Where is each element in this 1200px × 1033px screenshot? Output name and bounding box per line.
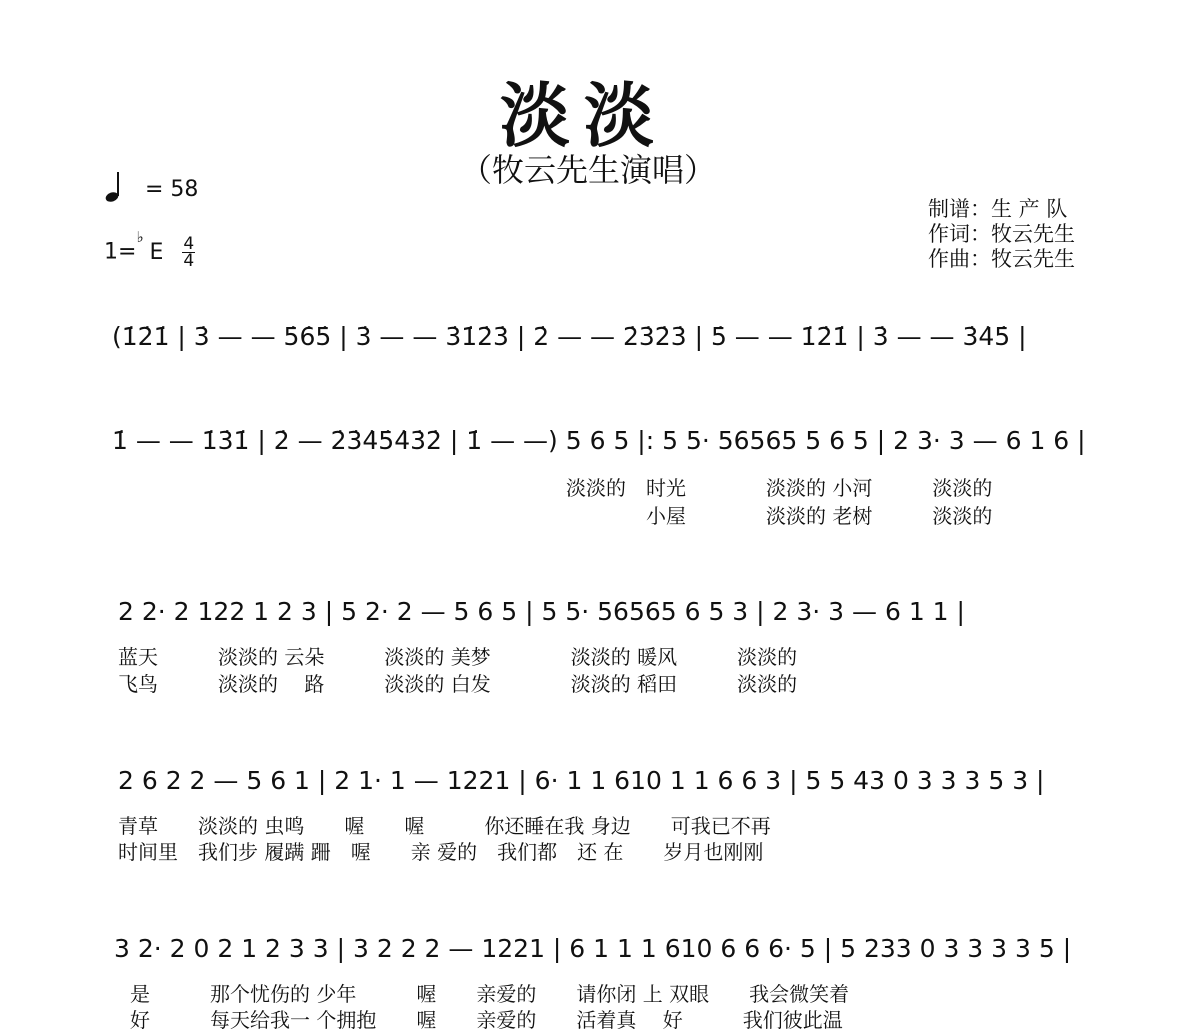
quarter-note-icon bbox=[104, 170, 126, 204]
lyrics-2-verse-1: 淡淡的 时光 淡淡的 小河 淡淡的 bbox=[566, 476, 993, 500]
arranger-credit: 制谱：生 产 队 bbox=[928, 197, 1068, 221]
music-line-2: 1̇ — — 1̇3̇1̇ | 2̇ — 2̇3̇4̇5̇4̇3̇2̇ | 1̇ — —) 5 6 5 |: 5 5· 56565 5 6 5 | 2 3· 3 — 6 1 6 | bbox=[112, 426, 1086, 455]
lyrics-4-verse-1: 青草 淡淡的 虫鸣 喔 喔 你还睡在我 身边 可我已不再 bbox=[118, 814, 771, 838]
time-signature bbox=[182, 236, 195, 269]
composer-credit: 作曲：牧云先生 bbox=[928, 247, 1075, 271]
lyrics-5-verse-1: 是 那个忧伤的 少年 喔 亲爱的 请你闭 上 双眼 我会微笑着 bbox=[130, 982, 850, 1006]
lyricist-credit: 作词：牧云先生 bbox=[928, 222, 1075, 246]
music-line-5: 3 2· 2 0 2 1 2 3 3 | 3 2 2 2 — 1221 | 6 1 1 1 610 6 6 6· 5 | 5 233 0 3 3 3 3 5 | bbox=[114, 934, 1072, 963]
meter-bottom: 4 bbox=[183, 251, 195, 271]
music-line-3: 2 2· 2 122 1 2 3 | 5 2· 2 — 5 6 5 | 5 5· 56565 6 5 3 | 2 3· 3 — 6 1 1 | bbox=[118, 597, 965, 626]
song-subtitle: （牧云先生演唱） bbox=[460, 151, 717, 189]
key-tonic: E bbox=[149, 239, 164, 265]
credits-block bbox=[928, 197, 1075, 272]
key-signature bbox=[104, 227, 195, 271]
song-title: 淡淡 bbox=[500, 75, 668, 157]
music-line-4: 2 6 2 2 — 5 6 1 | 2 1· 1 — 1221 | 6· 1 1 610 1 1 6 6 3 | 5 5 43 0 3 3 3 5 3 | bbox=[118, 766, 1045, 795]
music-line-1: (1̇2̇1̇ | 3̇ — — 5̇6̇5̇ | 3̇ — — 3̇1̇2̇3̇ | 2̇ — — 2̇3̇2̇3̇ | 5̇ — — 1̇2̇1̇ | 3̇ — — 3̇4̇5̇ | bbox=[112, 322, 1027, 351]
key-prefix: 1= bbox=[104, 239, 137, 265]
lyrics-3-verse-2: 飞鸟 淡淡的 路 淡淡的 白发 淡淡的 稻田 淡淡的 bbox=[118, 672, 798, 696]
tempo-marking bbox=[104, 170, 198, 204]
flat-accidental: ♭ bbox=[136, 227, 144, 246]
lyrics-2-verse-2: 小屋 淡淡的 老树 淡淡的 bbox=[566, 504, 993, 528]
tempo-value: = 58 bbox=[145, 177, 199, 202]
meter-top: 4 bbox=[183, 234, 195, 254]
lyrics-5-verse-2: 好 每天给我一 个拥抱 喔 亲爱的 活着真 好 我们彼此温 bbox=[130, 1008, 843, 1032]
lyrics-4-verse-2: 时间里 我们步 履蹒 跚 喔 亲 爱的 我们都 还 在 岁月也刚刚 bbox=[118, 840, 764, 864]
lyrics-3-verse-1: 蓝天 淡淡的 云朵 淡淡的 美梦 淡淡的 暖风 淡淡的 bbox=[118, 645, 798, 669]
